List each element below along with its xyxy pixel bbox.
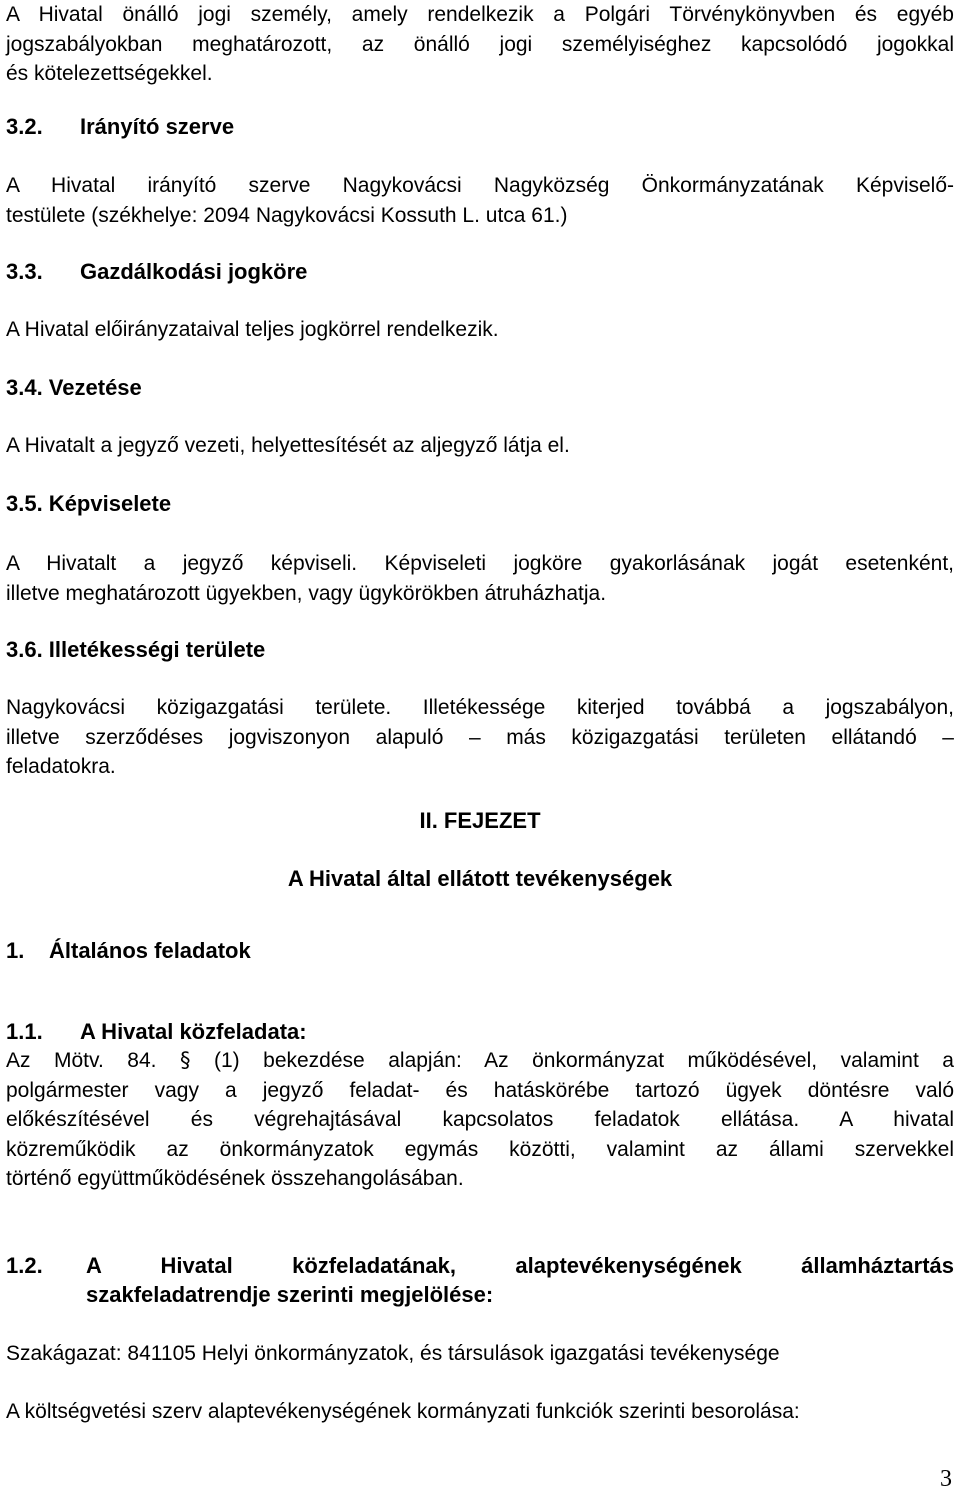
chapter-label: II. FEJEZET <box>419 808 541 833</box>
heading-1-2-title-line-1: A Hivatal közfeladatának, alaptevékenységének államháztartás <box>86 1253 954 1278</box>
para-1-1-line-4: közreműködik az önkormányzatok egymás közötti, valamint az állami szervekkel <box>6 1137 954 1161</box>
para-3-6-line-3: feladatokra. <box>6 755 116 778</box>
para-1-1-line-1-rest: (1) bekezdése alapján: Az önkormányzat működésével, valamint a <box>213 1049 954 1072</box>
para-3-6-line-1: Nagykovácsi közigazgatási területe. Illetékessége kiterjed továbbá a jogszabályon, <box>6 696 954 719</box>
para-3-2-line-1: A Hivatal irányító szerve Nagykovácsi Nagyközség Önkormányzatának Képviselő- <box>6 174 954 197</box>
para-3-5 <box>6 549 954 608</box>
para-3-6 <box>6 693 954 782</box>
intro-paragraph <box>6 0 954 89</box>
heading-1-1-number: 1.1. <box>6 1019 43 1044</box>
para-1-1-ref: Az Mötv. 84. <box>6 1049 157 1072</box>
chapter-title: A Hivatal által ellátott tevékenységek <box>287 866 673 891</box>
heading-3-3-number: 3.3. <box>6 259 43 284</box>
heading-3-2 <box>6 112 234 141</box>
heading-3-2-number: 3.2. <box>6 114 43 139</box>
heading-1-2-line-1 <box>6 1251 954 1280</box>
para-1-1 <box>6 1046 954 1194</box>
para-3-5-line-1: A Hivatalt a jegyző képviseli. Képviseleti jogköre gyakorlásának jogát esetenként, <box>6 552 954 575</box>
heading-3-5: 3.5. Képviselete <box>6 491 172 516</box>
intro-line-3: és kötelezettségekkel. <box>6 62 213 85</box>
szakagazat-line: Szakágazat: 841105 Helyi önkormányzatok, és társulások igazgatási tevékenysége <box>6 1342 780 1365</box>
para-1-1-line-1 <box>6 1046 954 1076</box>
para-1-1-line-5: történő együttműködésének összehangolásában. <box>6 1167 464 1190</box>
heading-3-2-title: Irányító szerve <box>80 114 235 139</box>
intro-line-1: A Hivatal önálló jogi személy, amely rendelkezik a Polgári Törvénykönyvben és egyéb <box>6 3 954 26</box>
heading-1-1-title: A Hivatal közfeladata: <box>80 1019 307 1044</box>
page-number: 3 <box>940 1466 952 1492</box>
heading-1-2-title-line-2: szakfeladatrendje szerinti megjelölése: <box>86 1282 494 1307</box>
para-3-4: A Hivatalt a jegyző vezeti, helyettesítését az aljegyző látja el. <box>6 434 570 457</box>
heading-1-2 <box>6 1251 954 1309</box>
para-3-5-line-2: illetve meghatározott ügyekben, vagy ügykörökben átruházhatja. <box>6 581 607 605</box>
heading-1-number: 1. <box>6 938 25 963</box>
besorolas-line: A költségvetési szerv alaptevékenységének kormányzati funkciók szerinti besorolása: <box>6 1400 800 1423</box>
heading-1-2-number: 1.2. <box>6 1253 43 1278</box>
heading-1 <box>6 936 251 965</box>
para-3-3: A Hivatal előirányzataival teljes jogkörrel rendelkezik. <box>6 318 499 341</box>
heading-1-title: Általános feladatok <box>49 938 251 963</box>
heading-3-3 <box>6 257 307 286</box>
heading-1-1 <box>6 1017 307 1046</box>
section-sign: § <box>179 1048 191 1072</box>
para-3-2-line-2: testülete (székhelye: 2094 Nagykovácsi Kossuth L. utca 61.) <box>6 203 568 227</box>
intro-line-2: jogszabályokban meghatározott, az önálló jogi személyiséghez kapcsolódó jogokkal <box>6 32 954 56</box>
para-3-6-line-2: illetve szerződéses jogviszonyon alapuló – más közigazgatási területen ellátandó – <box>6 725 954 749</box>
para-1-1-line-3: előkészítésével és végrehajtásával kapcsolatos feladatok ellátása. A hivatal <box>6 1108 954 1131</box>
heading-3-3-title: Gazdálkodási jogköre <box>80 259 308 284</box>
heading-3-6: 3.6. Illetékességi területe <box>6 637 266 662</box>
para-3-2 <box>6 171 954 230</box>
heading-3-4: 3.4. Vezetése <box>6 375 142 400</box>
para-1-1-line-2: polgármester vagy a jegyző feladat- és hatáskörébe tartozó ügyek döntésre való <box>6 1078 954 1102</box>
